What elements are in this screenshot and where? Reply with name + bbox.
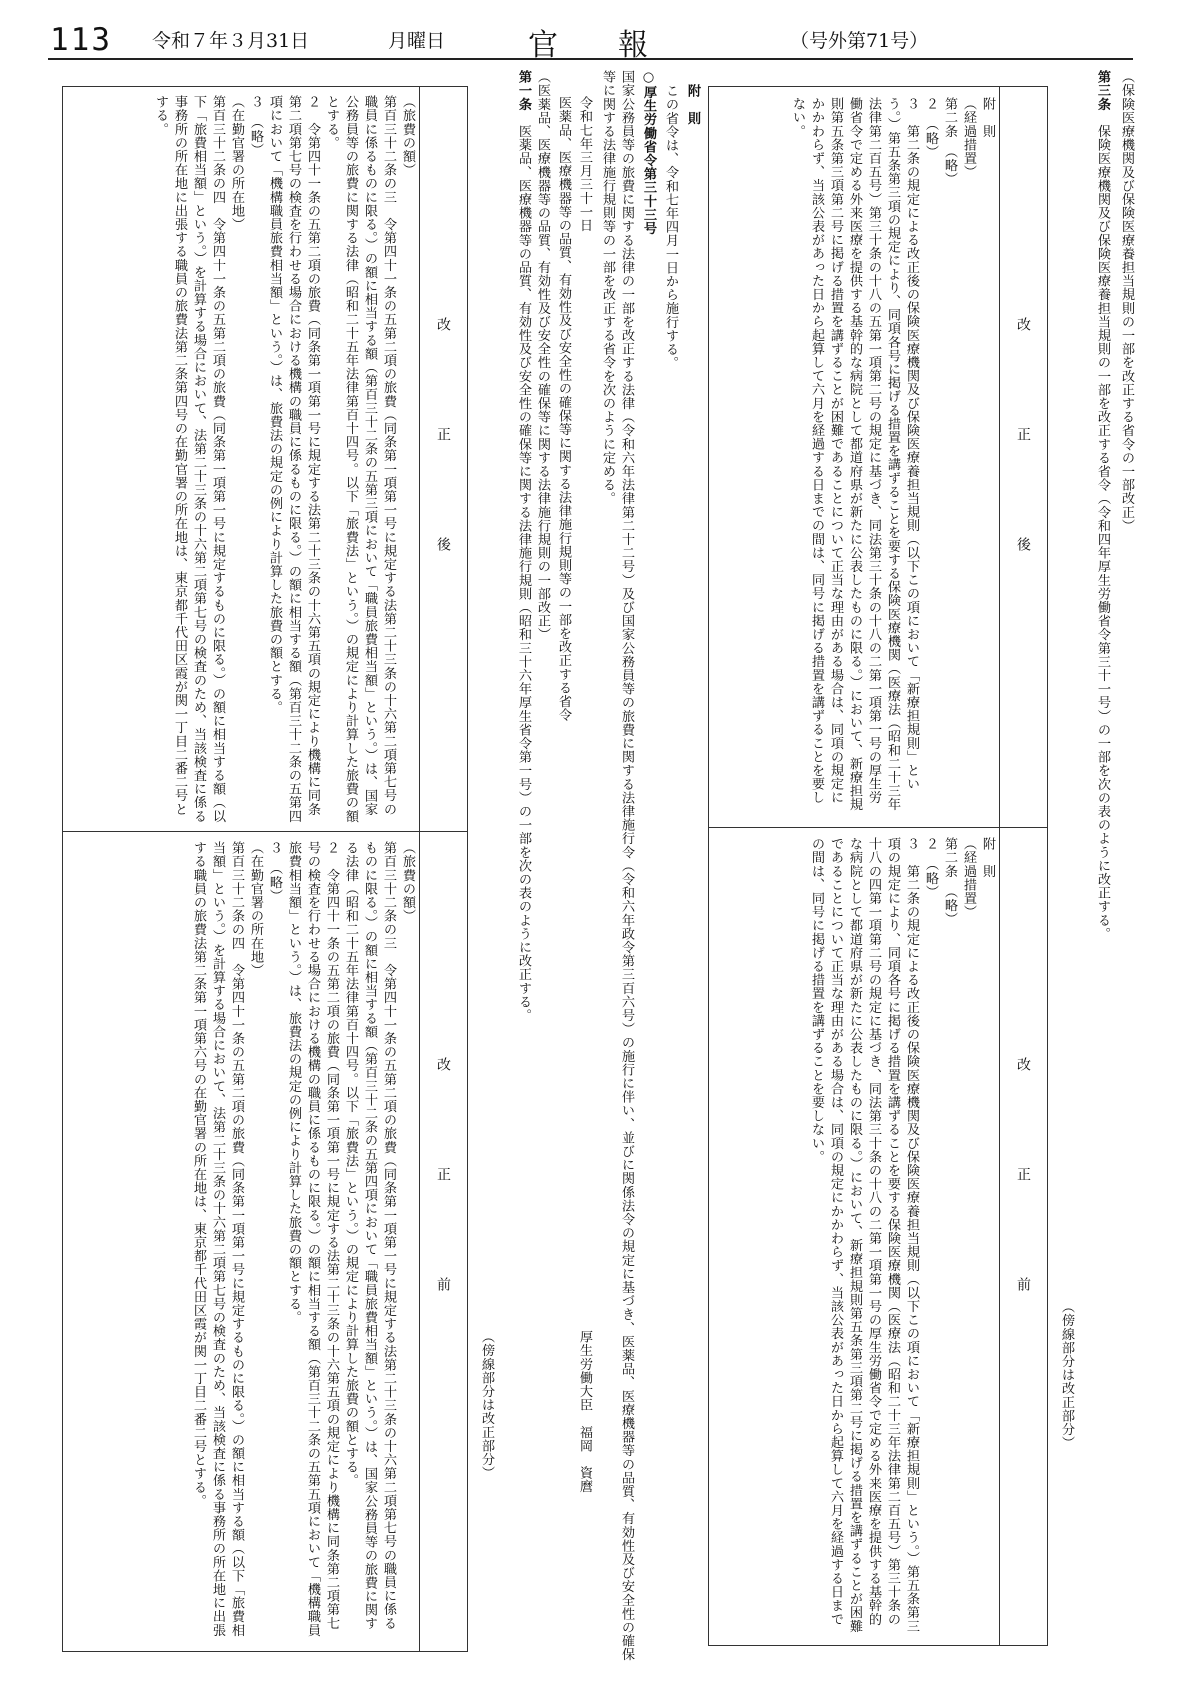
header-rule xyxy=(48,58,1133,60)
supplementary-heading: 附 則 xyxy=(685,84,700,125)
supplementary-text: この省令は、令和七年四月一日から施行する。 xyxy=(663,84,678,370)
article3-caption: （保険医療機関及び保険医療養担当規則の一部を改正する省令の一部改正） xyxy=(1119,70,1134,533)
article1-caption: （医薬品、医療機器等の品質、有効性及び安全性の確保等に関する法律施行規則の一部改正） xyxy=(535,70,550,642)
ordinance-date: 令和七年三月三十一日 xyxy=(577,96,592,232)
article1-text: 医薬品、医療機器等の品質、有効性及び安全性の確保等に関する法律施行規則（昭和三十六年厚生省令第一号）の一部を次の表のように改正する。 xyxy=(516,110,531,1023)
article3-after-text: 附 則 （経過措置） 第二条 （略） ２ （略） ３ 第二条の規定による改正後の保険医療機関及び保険医療養担当規則（以下この項において「新療担規則」という。）第五条第三項の規定により、同項各号に掲げる措置を講ずることを要する保険医療機関（医療法（昭和二十三年法律第二百五号）第三十条の十八の五第一項第二号の規定に基づき、同法第三十条の十八の二第一項第一号の厚生労働省令で定める外来医療を提供する基幹的な病院として都道府県が新たに公表したものに限る。）において、新療担規則第五条第三項第二号に掲げる措置を講ずることが困難であることについて正当な理由がある場合は、同項の規定にかかわらず、当該公表があった日から起算して六月を経過する日までの間は、同号に掲げる措置を講ずることを要しない。 xyxy=(790,97,995,812)
page-header xyxy=(0,0,1181,62)
article3-body xyxy=(1086,70,1112,1080)
page-number: 113 xyxy=(50,22,112,58)
table-label-column xyxy=(419,87,467,1651)
ordinance-minister: 厚生労働大臣 福岡 資麿 xyxy=(577,1330,592,1494)
ordinance-name: 医薬品、医療機器等の品質、有効性及び安全性の確保等に関する法律施行規則等の一部を改正する省令 xyxy=(556,96,571,722)
ordinance-title: ○厚生労働省令第三十三号 xyxy=(641,70,656,235)
article1-note: （傍線部分は改正部分） xyxy=(479,1330,494,1480)
article3-table xyxy=(708,86,1048,1646)
article1-after-text: （旅費の額） 第百三十二条の三 令第四十一条の五第二項の旅費（同条第一項第一号に規定する法第二十三条の十六第二項第七号の職員に係るものに限る。）の額に相当する額（第百三十二条の五第三項において「職員旅費相当額」という。）は、国家公務員等の旅費に関する法律（昭和二十五年法律第百十四号。以下「旅費法」という。）の規定により計算した旅費の額とする。 ２ 令第四十一条の五第二項の旅費（同条第一項第一号に規定する法第二十三条の十六第五項の規定により機構に同条第二項第七号の検査を行わせる場合における機構の職員に係るものに限る。）の額に相当する額（第百三十二条の五第四項において「機構職員旅費相当額」という。）は、旅費法の規定の例により計算した旅費の額とする。 ３ （略） （在勤官署の所在地） 第百三十二条の四 令第四十一条の五第二項の旅費（同条第一項第一号に規定するものに限る。）の額に相当する額（以下「旅費相当額」という。）を計算する場合において、法第二十三条の十六第二項第七号の検査のため、当該検査に係る事務所の所在地に出張する職員の旅費法第二条第四号の在勤官署の所在地は、東京都千代田区霞が関一丁目二番二号とする。 xyxy=(153,95,415,823)
label-before: 改正前 xyxy=(1015,1057,1031,1387)
issue-number: （号外第71号） xyxy=(790,30,929,52)
table-label-column xyxy=(999,87,1047,1645)
article3-label: 第三条 xyxy=(1095,70,1110,111)
gazette-title: 官 報 xyxy=(528,28,648,63)
label-after: 改正後 xyxy=(435,317,451,647)
table-divider xyxy=(63,831,467,832)
article3-before-text: 附 則 （経過措置） 第二条 （略） ２ （略） ３ 第二条の規定による改正後の保険医療機関及び保険医療養担当規則（以下この項において「新療担規則」という。）第五条第三項の規定により、同項各号に掲げる措置を講ずることを要する保険医療機関（医療法（昭和二十三年法律第二百五号）第三十条の十八の四第一項第二号の規定に基づき、同法第三十条の十八の二第一項第一号の厚生労働省令で定める外来医療を提供する基幹的な病院として都道府県が新たに公表したものに限る。）において、新療担規則第五条第三項第二号に掲げる措置を講ずることが困難であることについて正当な理由がある場合は、同項の規定にかかわらず、当該公表があった日から起算して六月を経過する日までの間は、同号に掲げる措置を講ずることを要しない。 xyxy=(809,837,995,1633)
article3-note: （傍線部分は改正部分） xyxy=(1059,1300,1074,1450)
issue-date: 令和７年３月31日 xyxy=(152,30,310,52)
table-divider xyxy=(709,827,1047,828)
ordinance-preamble: 国家公務員等の旅費に関する法律の一部を改正する法律（令和六年法律第二十二号）及び国家公務員等の旅費に関する法律施行令（令和六年政令第三百六号）の施行に伴い、並びに関係法令の規定に基づき、医薬品、医療機器等の品質、有効性及び安全性の確保等に関する法律施行規則等の一部を改正する省令を次のように定める。 xyxy=(600,70,634,1662)
label-before: 改正前 xyxy=(435,1057,451,1387)
weekday: 月曜日 xyxy=(388,30,446,52)
article1-table xyxy=(62,86,468,1652)
article1-before-text: （旅費の額） 第百三十二条の三 令第四十一条の五第二項の旅費（同条第一項第一号に規定する法第二十三条の十六第二項第七号の職員に係るものに限る。）の額に相当する額（第百三十二条の五第四項において「職員旅費相当額」という。）は、国家公務員等の旅費に関する法律（昭和二十五年法律第百十四号。以下「旅費法」という。）の規定により計算した旅費の額とする。 ２ 令第四十一条の五第二項の旅費（同条第一項第一号に規定する法第二十三条の十六第五項の規定により機構に同条第二項第七号の検査を行わせる場合における機構の職員に係るものに限る。）の額に相当する額（第百三十二条の五第五項において「機構職員旅費相当額」という。）は、旅費法の規定の例により計算した旅費の額とする。 ３ （略） （在勤官署の所在地） 第百三十二条の四 令第四十一条の五第二項の旅費（同条第一項第一号に規定するものに限る。）の額に相当する額（以下「旅費相当額」という。）を計算する場合において、法第二十三条の十六第二項第七号の検査のため、当該検査に係る事務所の所在地に出張する職員の旅費法第二条第一項第六号の在勤官署の所在地は、東京都千代田区霞が関一丁目二番二号とする。 xyxy=(191,841,415,1637)
label-after: 改正後 xyxy=(1015,317,1031,647)
article1-body xyxy=(493,70,533,1220)
article3-text: 保険医療機関及び保険医療養担当規則の一部を改正する省令（令和四年厚生労働省令第三十一号）の一部を次の表のように改正する。 xyxy=(1095,110,1110,941)
article1-label: 第一条 xyxy=(516,70,531,111)
